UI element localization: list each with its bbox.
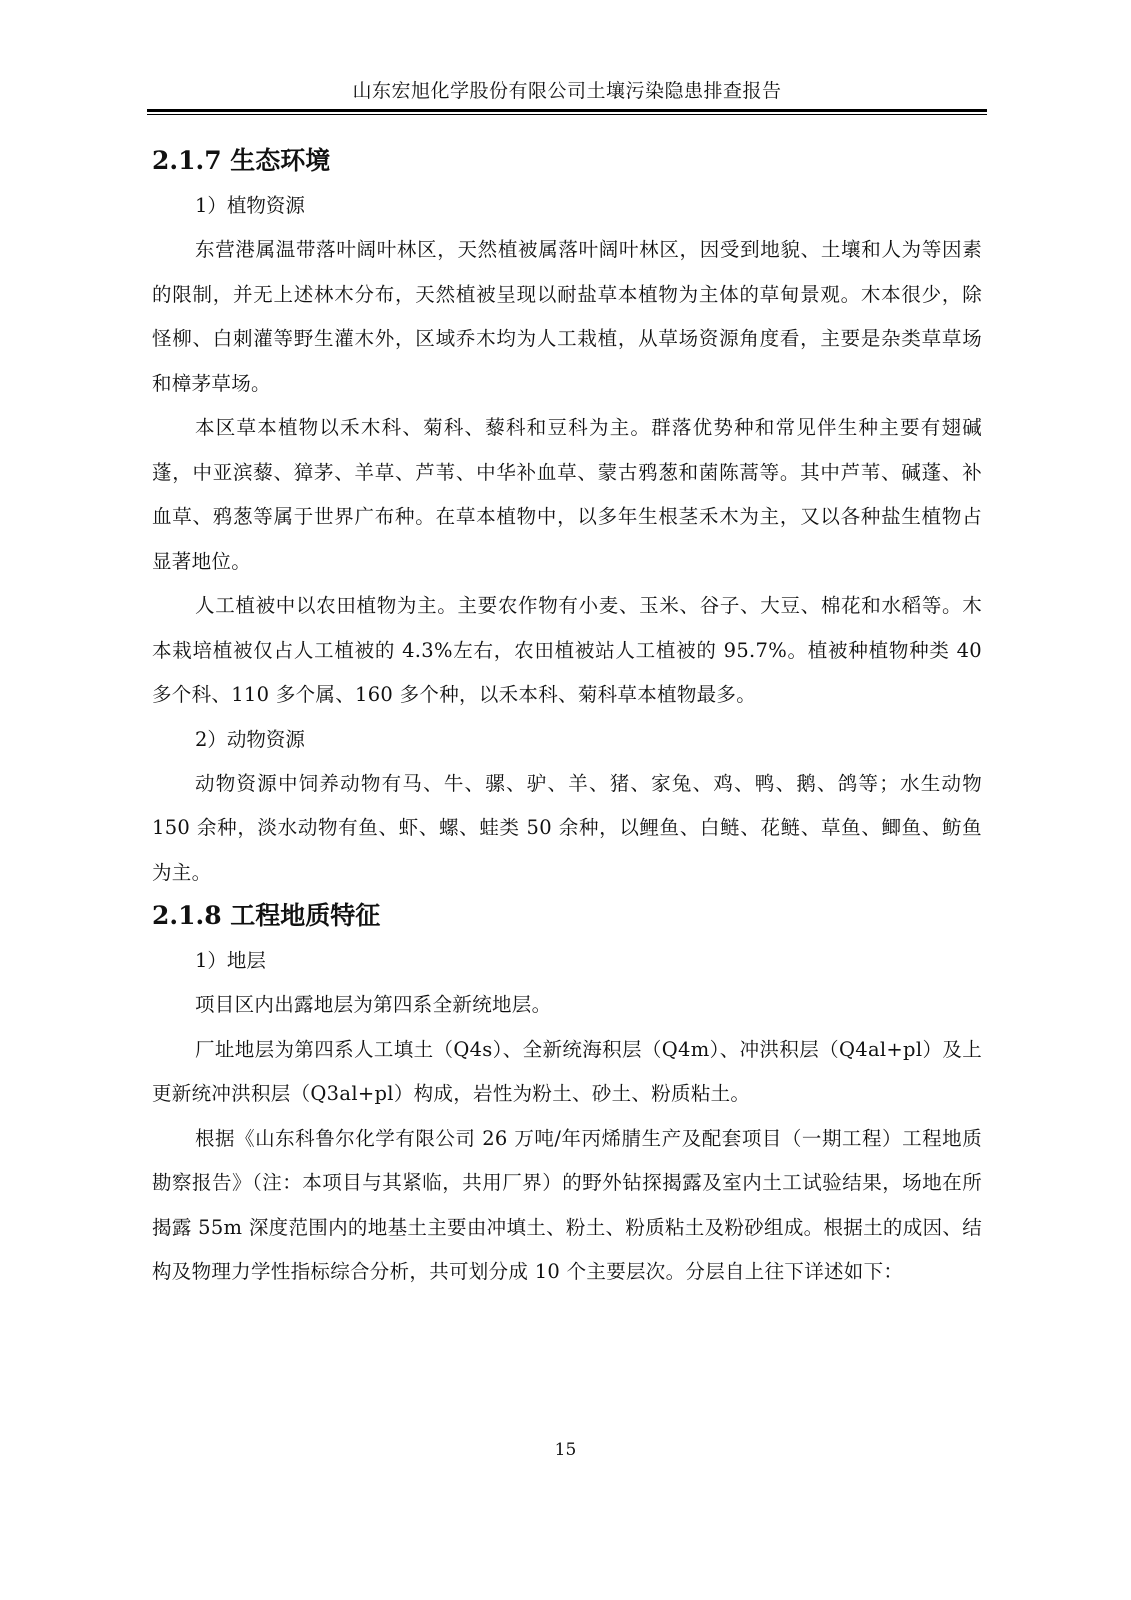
page-content [152, 142, 982, 1295]
header-rule-thick [147, 109, 987, 112]
paragraph-strata-2: 厂址地层为第四系人工填土（Q4s）、全新统海积层（Q4m）、冲洪积层（Q4al+pl）及上更新统冲洪积层（Q3al+pl）构成，岩性为粉土、砂土、粉质粘土。 [152, 1037, 982, 1105]
section-heading-2-1-7: 2.1.7 生态环境 [152, 146, 331, 175]
running-header: 山东宏旭化学股份有限公司土壤污染隐患排查报告 [352, 80, 782, 102]
subheading-strata: 1）地层 [195, 949, 266, 972]
paragraph-strata-3: 根据《山东科鲁尔化学有限公司 26 万吨/年丙烯腈生产及配套项目（一期工程）工程地质勘察报告》（注：本项目与其紧临，共用厂界）的野外钻探揭露及室内土工试验结果，场地在所揭露 55m 深度范围内的地基土主要由冲填土、粉土、粉质粘土及粉砂组成。根据土的成因、结构及物理力学性指标综合分析，共可划分成 10 个主要层次。分层自上往下详述如下： [152, 1126, 982, 1283]
subheading-animal-resources: 2）动物资源 [195, 727, 305, 751]
header-rule-thin [147, 114, 987, 115]
paragraph-animals-1: 动物资源中饲养动物有马、牛、骡、驴、羊、猪、家兔、鸡、鸭、鹅、鸽等；水生动物 150 余种，淡水动物有鱼、虾、螺、蛙类 50 余种，以鲤鱼、白鲢、花鲢、草鱼、鲫鱼、鲂鱼为主。 [152, 771, 982, 884]
paragraph-strata-1: 项目区内出露地层为第四系全新统地层。 [195, 993, 552, 1016]
paragraph-plants-2: 本区草本植物以禾木科、菊科、藜科和豆科为主。群落优势种和常见伴生种主要有翅碱蓬，中亚滨藜、獐茅、羊草、芦苇、中华补血草、蒙古鸦葱和菌陈蒿等。其中芦苇、碱蓬、补血草、鸦葱等属于世界广布种。在草本植物中，以多年生根茎禾木为主，又以各种盐生植物占显著地位。 [152, 416, 982, 573]
paragraph-plants-3: 人工植被中以农田植物为主。主要农作物有小麦、玉米、谷子、大豆、棉花和水稻等。木本栽培植被仅占人工植被的 4.3%左右，农田植被站人工植被的 95.7%。植被种植物种类 40 多个科、110 多个属、160 多个种，以禾本科、菊科草本植物最多。 [152, 594, 982, 706]
section-heading-2-1-8: 2.1.8 工程地质特征 [152, 901, 381, 930]
page-number: 15 [554, 1440, 577, 1460]
subheading-plant-resources: 1）植物资源 [195, 194, 305, 217]
paragraph-plants-1: 东营港属温带落叶阔叶林区，天然植被属落叶阔叶林区，因受到地貌、土壤和人为等因素的限制，并无上述林木分布，天然植被呈现以耐盐草本植物为主体的草甸景观。木本很少，除怪柳、白刺灌等野生灌木外，区域乔木均为人工栽植，从草场资源角度看，主要是杂类草草场和樟茅草场。 [152, 238, 982, 395]
